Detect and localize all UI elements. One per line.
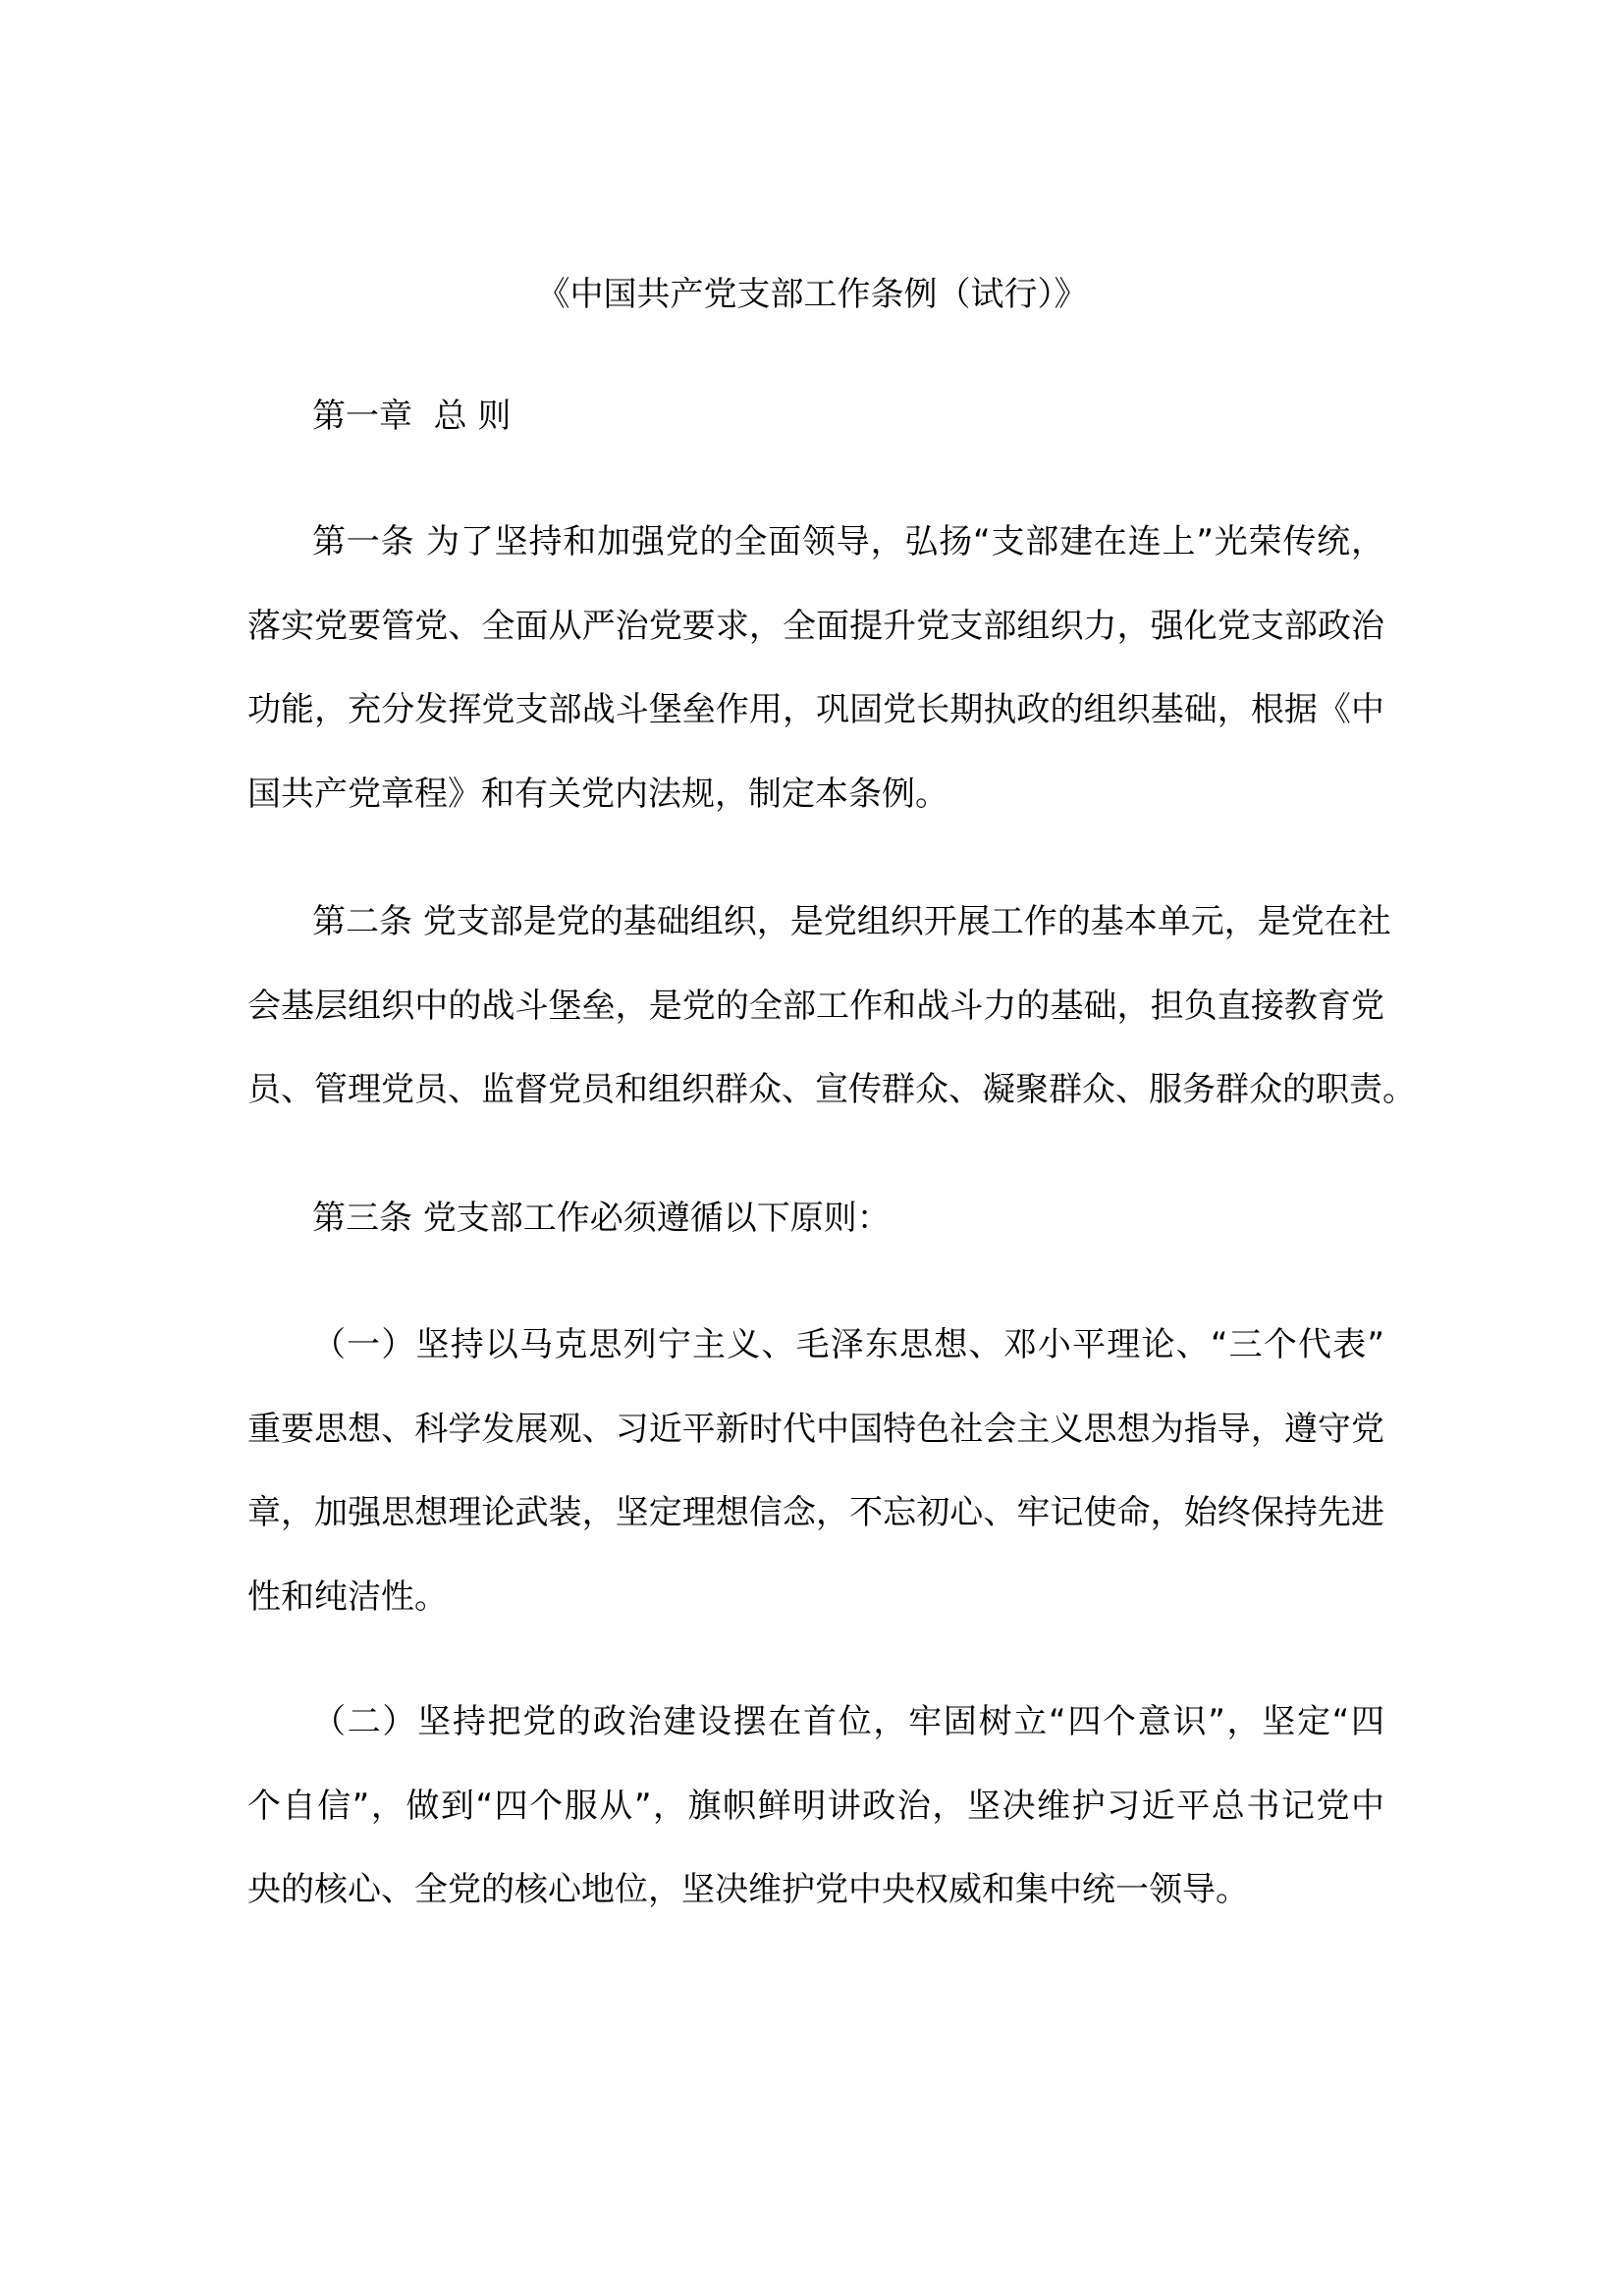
text-line: 第一条 为了坚持和加强党的全面领导，弘扬“支部建在连上”光荣传统， <box>312 522 1384 561</box>
text-line: 性和纯洁性。 <box>247 1576 448 1617</box>
text-line: 重要思想、科学发展观、习近平新时代中国特色社会主义思想为指导，遵守党 <box>247 1409 1384 1449</box>
text-line: 会基层组织中的战斗堡垒，是党的全部工作和战斗力的基础，担负直接教育党 <box>247 986 1384 1026</box>
article-3 <box>247 1177 1384 1261</box>
document-title: 《中国共产党支部工作条例（试行）》 <box>536 275 1088 314</box>
text-line: 国共产党章程》和有关党内法规，制定本条例。 <box>247 774 948 814</box>
text-line: 章，加强思想理论武装，坚定理想信念，不忘初心、牢记使命，始终保持先进 <box>247 1493 1384 1532</box>
article-1 <box>247 501 1384 836</box>
text-line: 央的核心、全党的核心地位，坚决维护党中央权威和集中统一领导。 <box>247 1870 1249 1909</box>
text-line: 第三条 党支部工作必须遵循以下原则： <box>312 1199 891 1238</box>
text-line: 个自信”，做到“四个服从”，旗帜鲜明讲政治，坚决维护习近平总书记党中 <box>247 1786 1384 1826</box>
article-2 <box>247 881 1416 1133</box>
chapter-heading <box>247 375 1384 459</box>
text-line: 落实党要管党、全面从严治党要求，全面提升党支部组织力，强化党支部政治 <box>247 606 1384 646</box>
text-line: 第二条 党支部是党的基础组织，是党组织开展工作的基本单元，是党在社 <box>312 902 1391 941</box>
text-line: 功能，充分发挥党支部战斗堡垒作用，巩固党长期执政的组织基础，根据《中 <box>247 690 1384 729</box>
chapter-heading-text: 第一章 总 则 <box>312 397 512 436</box>
text-line: （二）坚持把党的政治建设摆在首位，牢固树立“四个意识”，坚定“四 <box>312 1702 1384 1741</box>
text-line: （一）坚持以马克思列宁主义、毛泽东思想、邓小平理论、“三个代表” <box>312 1325 1384 1364</box>
principle-1 <box>247 1304 1384 1639</box>
text-line: 员、管理党员、监督党员和组织群众、宣传群众、凝聚群众、服务群众的职责。 <box>247 1070 1416 1109</box>
principle-2 <box>247 1681 1384 1933</box>
